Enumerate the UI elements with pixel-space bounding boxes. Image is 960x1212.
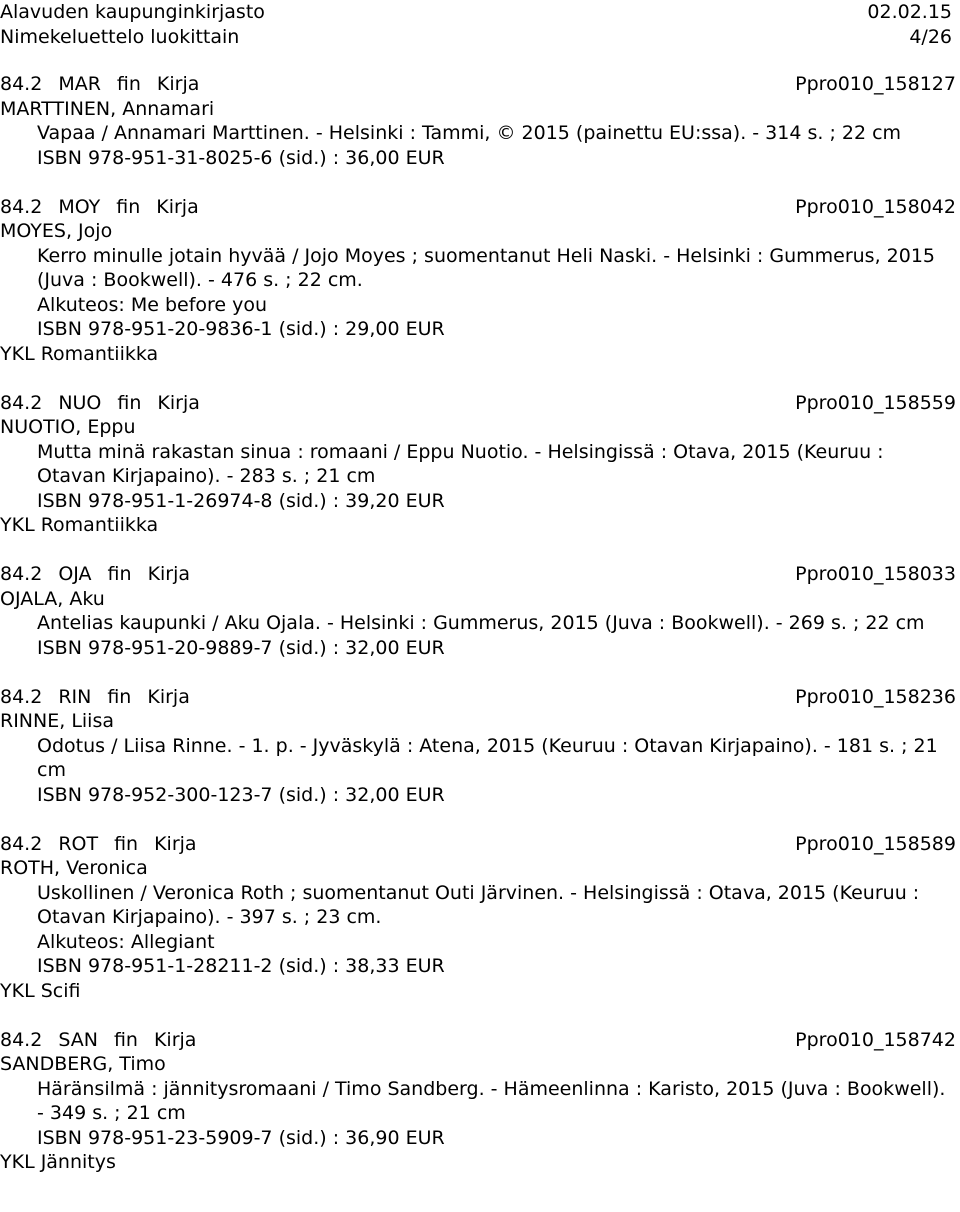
isbn-price: ISBN 978-951-23-5909-7 (sid.) : 36,90 EUR (37, 1126, 445, 1149)
class-number: 84.2 (0, 1028, 43, 1051)
language-code: fin (117, 391, 142, 414)
language-code: fin (107, 563, 132, 585)
header-row-1 (0, 0, 952, 25)
catalog-entry (0, 562, 956, 660)
entry-classification-row (0, 562, 956, 587)
material-type: Kirja (154, 832, 197, 855)
catalog-entry (0, 391, 956, 538)
entry-classification-row (0, 72, 956, 97)
class-number: 84.2 (0, 563, 43, 585)
entry-classification-row (0, 195, 956, 220)
material-type: Kirja (153, 1028, 197, 1051)
entry-list (0, 72, 956, 1199)
class-number: 84.2 (0, 832, 43, 855)
isbn-price: ISBN 978-951-1-26974-8 (sid.) : 39,20 EUR (37, 489, 445, 512)
shelf-code: ROT (58, 832, 99, 855)
ykl-genre: YKL Romantiikka (0, 514, 159, 536)
author-name: NUOTIO, Eppu (0, 416, 136, 438)
class-number: 84.2 (0, 73, 43, 95)
entry-classification-row (0, 685, 956, 710)
catalog-entry (0, 72, 956, 170)
entry-classification (0, 562, 190, 587)
report-date: 02.02.15 (867, 1, 952, 23)
language-code: fin (107, 685, 132, 708)
material-type: Kirja (156, 73, 200, 95)
shelf-code: MAR (58, 73, 101, 95)
bibliographic-description: Häränsilmä : jännitysromaani / Timo Sandberg. - Hämeenlinna : Karisto, 2015 (Juva : Bookwell). - 349 s. ; 21 cm (37, 1077, 946, 1124)
entry-classification (0, 1028, 196, 1053)
bibliographic-description: Uskollinen / Veronica Roth ; suomentanut Outi Järvinen. - Helsingissä : Otava, 2015 (Keuruu : Otavan Kirjapaino). - 397 s. ; 23 cm. (37, 881, 920, 928)
report-title: Nimekeluettelo luokittain (0, 26, 240, 48)
language-code: fin (116, 73, 141, 95)
material-type: Kirja (156, 195, 199, 218)
entry-classification-row (0, 1028, 956, 1053)
author-name: OJALA, Aku (0, 587, 105, 610)
entry-classification (0, 195, 199, 220)
record-id: Ppro010_158742 (795, 1028, 956, 1051)
material-type: Kirja (147, 563, 191, 585)
original-title: Alkuteos: Me before you (37, 293, 268, 316)
record-id: Ppro010_158033 (795, 563, 956, 585)
isbn-price: ISBN 978-951-20-9889-7 (sid.) : 32,00 EUR (37, 636, 445, 659)
class-number: 84.2 (0, 685, 43, 708)
bibliographic-description: Antelias kaupunki / Aku Ojala. - Helsinki : Gummerus, 2015 (Juva : Bookwell). - 269 s. ; 22 cm (37, 612, 925, 634)
class-number: 84.2 (0, 195, 43, 218)
author-name: SANDBERG, Timo (0, 1053, 166, 1075)
language-code: fin (114, 832, 139, 855)
catalog-entry (0, 832, 956, 1004)
entry-classification (0, 391, 200, 416)
author-name: RINNE, Liisa (0, 710, 114, 732)
isbn-price: ISBN 978-951-20-9836-1 (sid.) : 29,00 EUR (37, 318, 445, 340)
author-name: MOYES, Jojo (0, 220, 113, 242)
page-number: 4/26 (909, 26, 952, 48)
entry-classification (0, 72, 199, 97)
bibliographic-description: Odotus / Liisa Rinne. - 1. p. - Jyväskylä : Atena, 2015 (Keuruu : Otavan Kirjapaino). - 181 s. ; 21 cm (37, 734, 938, 781)
material-type: Kirja (147, 685, 190, 708)
entry-classification (0, 685, 190, 710)
shelf-code: RIN (58, 685, 92, 708)
isbn-price: ISBN 978-951-1-28211-2 (sid.) : 38,33 EUR (37, 955, 445, 977)
catalog-entry (0, 1028, 956, 1175)
catalog-entry (0, 685, 956, 808)
record-id: Ppro010_158042 (795, 195, 956, 218)
original-title: Alkuteos: Allegiant (37, 930, 215, 953)
isbn-price: ISBN 978-951-31-8025-6 (sid.) : 36,00 EUR (37, 146, 445, 169)
language-code: fin (113, 1028, 138, 1051)
entry-classification (0, 832, 197, 857)
shelf-code: MOY (58, 195, 101, 218)
shelf-code: NUO (58, 391, 102, 414)
bibliographic-description: Kerro minulle jotain hyvää / Jojo Moyes ; suomentanut Heli Naski. - Helsinki : Gummerus, 2015 (Juva : Bookwell). - 476 s. ; 22 cm. (37, 244, 936, 291)
catalog-entry (0, 195, 956, 367)
author-name: ROTH, Veronica (0, 857, 148, 879)
isbn-price: ISBN 978-952-300-123-7 (sid.) : 32,00 EUR (37, 783, 445, 806)
ykl-genre: YKL Romantiikka (0, 342, 159, 365)
entry-classification-row (0, 832, 956, 857)
ykl-genre: YKL Jännitys (0, 1151, 116, 1173)
page-header (0, 0, 952, 50)
entry-classification-row (0, 391, 956, 416)
author-name: MARTTINEN, Annamari (0, 97, 215, 120)
shelf-code: SAN (58, 1028, 98, 1051)
shelf-code: OJA (58, 563, 92, 585)
record-id: Ppro010_158559 (795, 391, 956, 414)
material-type: Kirja (157, 391, 200, 414)
language-code: fin (116, 195, 141, 218)
class-number: 84.2 (0, 391, 43, 414)
record-id: Ppro010_158127 (795, 73, 956, 95)
library-name: Alavuden kaupunginkirjasto (0, 1, 265, 23)
bibliographic-description: Vapaa / Annamari Marttinen. - Helsinki : Tammi, © 2015 (painettu EU:ssa). - 314 s. ; 22 cm (37, 122, 902, 144)
record-id: Ppro010_158236 (795, 685, 956, 708)
record-id: Ppro010_158589 (795, 832, 956, 855)
header-row-2 (0, 25, 952, 50)
ykl-genre: YKL Scifi (0, 979, 81, 1002)
bibliographic-description: Mutta minä rakastan sinua : romaani / Eppu Nuotio. - Helsingissä : Otava, 2015 (Keuruu : Otavan Kirjapaino). - 283 s. ; 21 cm (37, 440, 884, 487)
